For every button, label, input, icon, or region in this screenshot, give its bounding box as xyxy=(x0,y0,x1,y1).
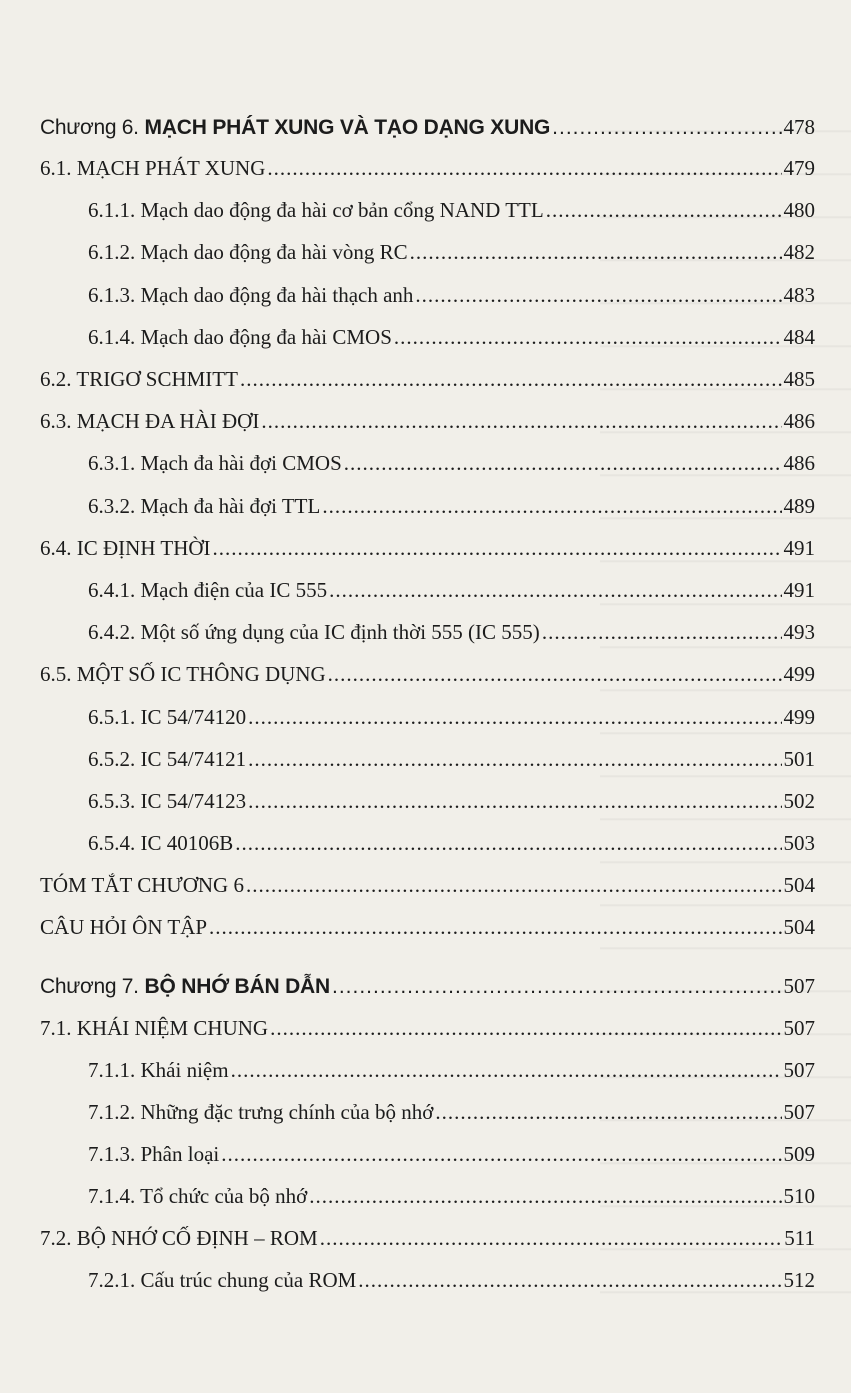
toc-entry-section[interactable] xyxy=(40,365,815,393)
dot-leader xyxy=(358,1266,781,1294)
toc-entry-section[interactable] xyxy=(40,407,815,435)
toc-label: 6.1.2. Mạch dao động đa hài vòng RC xyxy=(88,240,408,264)
toc-label: 7.2.1. Cấu trúc chung của ROM xyxy=(88,1268,357,1292)
dot-leader xyxy=(542,618,782,646)
dot-leader xyxy=(240,365,782,393)
toc-entry-subsection[interactable] xyxy=(88,238,815,266)
dot-leader xyxy=(415,281,781,309)
toc-entry-subsection[interactable] xyxy=(88,492,815,520)
toc-label: 6.1. MẠCH PHÁT XUNG xyxy=(40,156,266,180)
toc-label: CÂU HỎI ÔN TẬP xyxy=(40,915,208,939)
dot-leader xyxy=(248,787,781,815)
toc-label: 6.5.4. IC 40106B xyxy=(88,831,234,855)
toc-label: 7.1.2. Những đặc trưng chính của bộ nhớ xyxy=(88,1100,434,1124)
page-number: 499 xyxy=(783,662,815,686)
page-number: 479 xyxy=(783,156,815,180)
dot-leader xyxy=(329,576,781,604)
toc-entry-section[interactable] xyxy=(40,1224,815,1252)
page-number: 485 xyxy=(783,367,815,391)
toc-entry-subsection[interactable] xyxy=(88,1056,815,1084)
page-number: 484 xyxy=(783,325,815,349)
toc-entry-section[interactable] xyxy=(40,534,815,562)
toc-label: 7.2. BỘ NHỚ CỐ ĐỊNH – ROM xyxy=(40,1226,318,1250)
chapter-prefix: Chương 7. xyxy=(40,975,139,998)
dot-leader xyxy=(320,1224,783,1252)
toc-label: TÓM TẮT CHƯƠNG 6 xyxy=(40,873,244,897)
toc-entry-subsection[interactable] xyxy=(88,1098,815,1126)
page-number: 482 xyxy=(783,240,815,264)
page-number: 507 xyxy=(783,1058,815,1082)
dot-leader xyxy=(267,154,781,182)
dot-leader xyxy=(410,238,782,266)
dot-leader xyxy=(322,492,781,520)
toc-label: 6.5.3. IC 54/74123 xyxy=(88,789,247,813)
toc-entry-subsection[interactable] xyxy=(88,787,815,815)
chapter-title: MẠCH PHÁT XUNG VÀ TẠO DẠNG XUNG xyxy=(144,116,551,139)
dot-leader xyxy=(328,660,782,688)
toc-entry-chapter-6[interactable] xyxy=(40,113,815,142)
toc-label: 6.5.2. IC 54/74121 xyxy=(88,747,247,771)
toc-entry-review[interactable] xyxy=(40,913,815,941)
toc-label: 6.3.1. Mạch đa hài đợi CMOS xyxy=(88,451,342,475)
page-number: 504 xyxy=(783,915,815,939)
page-number: 491 xyxy=(783,578,815,602)
page-number: 478 xyxy=(783,115,815,139)
toc-label: 6.1.4. Mạch dao động đa hài CMOS xyxy=(88,325,392,349)
toc-entry-subsection[interactable] xyxy=(88,1140,815,1168)
toc-entry-section[interactable] xyxy=(40,1014,815,1042)
page-number: 486 xyxy=(783,451,815,475)
toc-entry-subsection[interactable] xyxy=(88,1182,815,1210)
dot-leader xyxy=(221,1140,781,1168)
toc-entry-section[interactable] xyxy=(40,660,815,688)
page-number: 507 xyxy=(783,974,815,998)
toc-label: 7.1.4. Tổ chức của bộ nhớ xyxy=(88,1184,308,1208)
dot-leader xyxy=(394,323,782,351)
toc-label: 6.5. MỘT SỐ IC THÔNG DỤNG xyxy=(40,662,326,686)
page-number: 493 xyxy=(783,620,815,644)
page-number: 489 xyxy=(783,494,815,518)
dot-leader xyxy=(344,449,782,477)
toc-entry-subsection[interactable] xyxy=(88,196,815,224)
page-number: 491 xyxy=(783,536,815,560)
toc-label: 6.4.2. Một số ứng dụng của IC định thời 555 (IC 555) xyxy=(88,620,540,644)
dot-leader xyxy=(270,1014,781,1042)
page-number: 501 xyxy=(783,747,815,771)
toc-label: 7.1.1. Khái niệm xyxy=(88,1058,229,1082)
toc-label: 7.1. KHÁI NIỆM CHUNG xyxy=(40,1016,269,1040)
page-number: 511 xyxy=(784,1226,815,1250)
toc-entry-subsection[interactable] xyxy=(88,576,815,604)
dot-leader xyxy=(552,114,781,142)
dot-leader xyxy=(209,913,781,941)
dot-leader xyxy=(309,1182,781,1210)
toc-label: 7.1.3. Phân loại xyxy=(88,1142,220,1166)
toc-label xyxy=(40,973,330,1001)
toc-label xyxy=(40,114,550,142)
page-number: 507 xyxy=(783,1016,815,1040)
page-number: 483 xyxy=(783,283,815,307)
dot-leader xyxy=(246,871,782,899)
toc-label: 6.3. MẠCH ĐA HÀI ĐỢI xyxy=(40,409,260,433)
dot-leader xyxy=(435,1098,781,1126)
toc-entry-subsection[interactable] xyxy=(88,323,815,351)
toc-entry-chapter-7[interactable] xyxy=(40,972,815,1001)
page-number: 509 xyxy=(783,1142,815,1166)
dot-leader xyxy=(248,703,781,731)
toc-entry-subsection[interactable] xyxy=(88,449,815,477)
toc-label: 6.4.1. Mạch điện của IC 555 xyxy=(88,578,328,602)
page-number: 480 xyxy=(783,198,815,222)
page-number: 512 xyxy=(783,1268,815,1292)
dot-leader xyxy=(332,973,782,1001)
dot-leader xyxy=(235,829,781,857)
toc-label: 6.3.2. Mạch đa hài đợi TTL xyxy=(88,494,321,518)
toc-entry-summary[interactable] xyxy=(40,871,815,899)
page-number: 503 xyxy=(783,831,815,855)
toc-entry-subsection[interactable] xyxy=(88,281,815,309)
toc-entry-subsection[interactable] xyxy=(88,618,815,646)
toc-label: 6.1.3. Mạch dao động đa hài thạch anh xyxy=(88,283,414,307)
page-number: 502 xyxy=(783,789,815,813)
toc-label: 6.1.1. Mạch dao động đa hài cơ bản cổng NAND TTL xyxy=(88,198,544,222)
dot-leader xyxy=(546,196,782,224)
chapter-prefix: Chương 6. xyxy=(40,116,139,139)
page-number: 510 xyxy=(783,1184,815,1208)
toc-entry-subsection[interactable] xyxy=(88,703,815,731)
toc-entry-subsection[interactable] xyxy=(88,745,815,773)
dot-leader xyxy=(231,1056,782,1084)
toc-label: 6.4. IC ĐỊNH THỜI xyxy=(40,536,211,560)
dot-leader xyxy=(248,745,781,773)
toc-label: 6.2. TRIGƠ SCHMITT xyxy=(40,367,238,391)
page-number: 504 xyxy=(783,873,815,897)
chapter-title: BỘ NHỚ BÁN DẪN xyxy=(144,975,330,998)
toc-entry-subsection[interactable] xyxy=(88,829,815,857)
dot-leader xyxy=(261,407,781,435)
toc-entry-subsection[interactable] xyxy=(88,1266,815,1294)
toc-entry-section[interactable] xyxy=(40,154,815,182)
page-number: 507 xyxy=(783,1100,815,1124)
dot-leader xyxy=(213,534,782,562)
page-number: 486 xyxy=(783,409,815,433)
page-number: 499 xyxy=(783,705,815,729)
toc-label: 6.5.1. IC 54/74120 xyxy=(88,705,247,729)
